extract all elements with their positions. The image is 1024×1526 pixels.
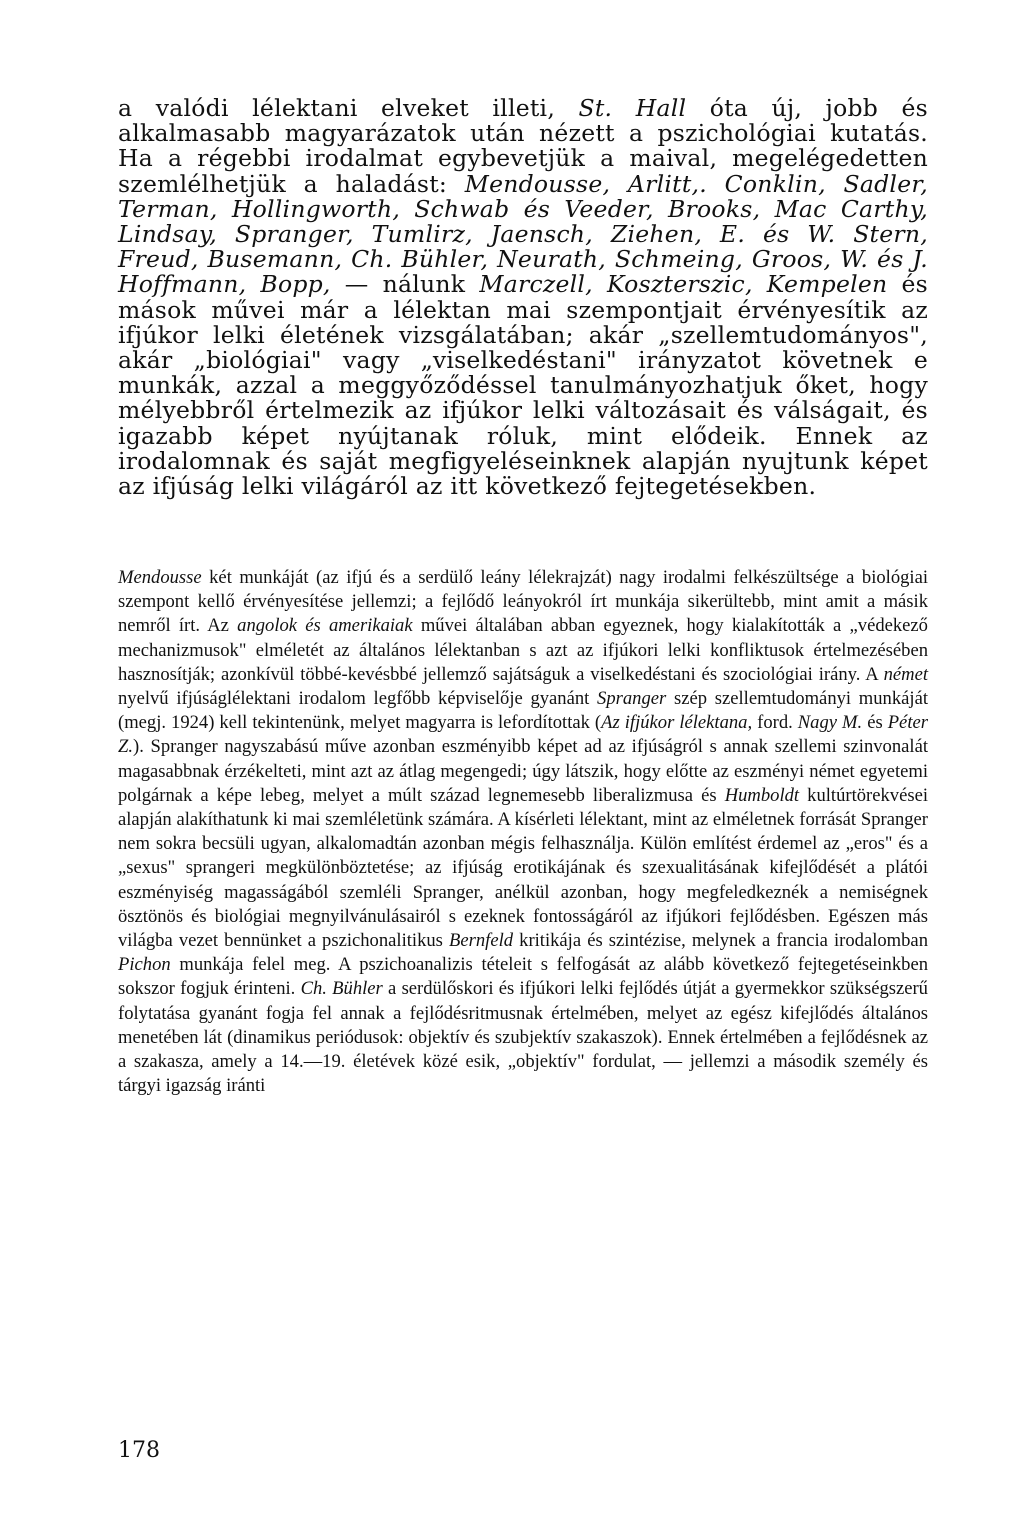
italic-run: Marczell, Koszterszic, Kempelen — [479, 270, 888, 299]
italic-run: Bernfeld — [449, 930, 514, 952]
page-number: 178 — [118, 1438, 160, 1463]
text-run: a serdülőskori és ifjúkori lelki fejlődés útját a gyermekkor szükségszerű folytatása gyanánt fogja fel annak a fejlődésritmusnak értelmében, melyet az egész kifejlődés általános menetében lát (dinamikus periódusok: objektív és szubjektív szakaszok). Ennek értelmében a fejlődésnek az a szakasza, amely a 14.—19. életévek közé esik, „objektív" fordulat, — jellemzi a második személy és tárgyi igazság iránti — [118, 978, 928, 1097]
footnote-paragraph — [118, 566, 928, 1098]
text-run: nyelvű ifjúságlélektani irodalom legfőbb képviselője gyanánt — [118, 688, 598, 710]
text-run: óta új, jobb és alkalmasabb magyarázatok után nézett a pszichológiai kutatás. Ha a régebbi irodalmat egybevetjük a maival, megelégedetten szemlélhetjük a haladást: — [118, 94, 928, 198]
italic-run: német — [883, 663, 928, 685]
italic-run: St. Hall — [578, 94, 687, 122]
text-run: munkája felel meg. A pszichoanalizis tételeit s felfogását az alább következő fejtegetéseinkben sokszor fogjuk érinteni. — [118, 954, 928, 1000]
italic-run: Péter Z. — [118, 712, 928, 758]
italic-run: Mendousse — [118, 567, 202, 588]
text-run: szép szellemtudományi munkáját (megj. 1924) kell tekintenünk, melyet magyarra is lefordítottak ( — [118, 688, 928, 734]
italic-run: Ch. Bühler — [300, 978, 383, 1000]
main-paragraph — [118, 96, 928, 499]
italic-run: Az ifjúkor lélektana, — [601, 712, 753, 734]
italic-run: Humboldt — [724, 784, 800, 806]
italic-run: Pichon — [118, 954, 171, 976]
text-run: művei általában abban egyeznek, hogy kialakították a „védekező mechanizmusok" elméletét az általános lélektanban s azt az ifjúkori lelki konfliktusok értelmezésében hasznosítják; azonkívül többé-kevésbbé jellemző sajátságuk a viselkedéstani és szociológiai irány. A — [118, 615, 928, 685]
text-run: és mások művei már a lélektan mai szempontjait érvényesítik az ifjúkor lelki életének vizsgálatában; akár „szellemtudományos", akár „biológiai" vagy „viselkedéstani" irányzatot követnek e munkák, azzal a meggyőződéssel tanulmányozhatjuk őket, hogy mélyebbről értelmezik az ifjúkor lelki változásait és válságait, és igazabb képet nyújtanak róluk, mint elődeik. Ennek az irodalomnak és saját megfigyeléseinknek alapján nyujtunk képet az ifjúság lelki világáról az itt következő fejtegetésekben. — [118, 270, 928, 501]
text-run: két munkáját (az ifjú és a serdülő leány lélekrajzát) nagy irodalmi felkészültsége a biológiai szempont kellő érvényesítése jellemzi; a fejlődő leányokról írt munkája sikerültebb, mint amit a másik nemről írt. Az — [118, 567, 928, 637]
italic-run: Mendousse, Arlitt,. Conklin, Sadler, Terman, Hollingworth, Schwab és Veeder, Brooks, Mac Carthy, Lindsay, Spranger, Tumlirz, Jaensch, Ziehen, E. és W. Stern, Freud, Busemann, Ch. Bühler, Neurath, Schmeing, Groos, W. és J. Hoffmann, Bopp, — [118, 169, 928, 299]
text-run: ford. — [752, 712, 798, 734]
italic-run: Nagy M. — [797, 712, 863, 734]
text-run: kultúrtörekvései alapján alakíthatunk ki mai szemléletünk számára. A kísérleti lélektant, mint az elméletnek forrását Spranger nem sokra becsüli ugyan, alkalomadtán azonban mégis felhasználja. Külön említést érdemel az „eros" és a „sexus" sprangeri megkülönböztetése; az ifjúság erotikájának és szexualitásának kifejlődését a plátói eszményiség magasságából szemléli Spranger, anélkül azonban, hogy megfeledkeznék a nemiségnek ösztönös és biológiai megnyilvánulásairól s ezeknek fontosságáról az ifjúkori fejlődésben. Egészen más világba vezet bennünket a pszichonalitikus — [118, 784, 928, 952]
text-run: kritikája és szintézise, melynek a francia irodalomban — [513, 930, 928, 952]
text-run: ). Spranger nagyszabású műve azonban eszményibb képet ad az ifjúságról s annak szellemi szinvonalát magasabbnak érzékelteti, mint azt az átlag megengedi; úgy látszik, hogy előtte az eszményi német egyetemi polgárnak a képe lebeg, melyet a múlt század legnemesebb liberalizmusa és — [118, 736, 928, 806]
italic-run: angolok és amerikaiak — [237, 615, 413, 637]
text-run: — nálunk — [330, 270, 480, 299]
text-run: a valódi lélektani elveket illeti, — [118, 94, 579, 122]
italic-run: Spranger — [597, 688, 667, 710]
text-run: és — [862, 712, 888, 734]
